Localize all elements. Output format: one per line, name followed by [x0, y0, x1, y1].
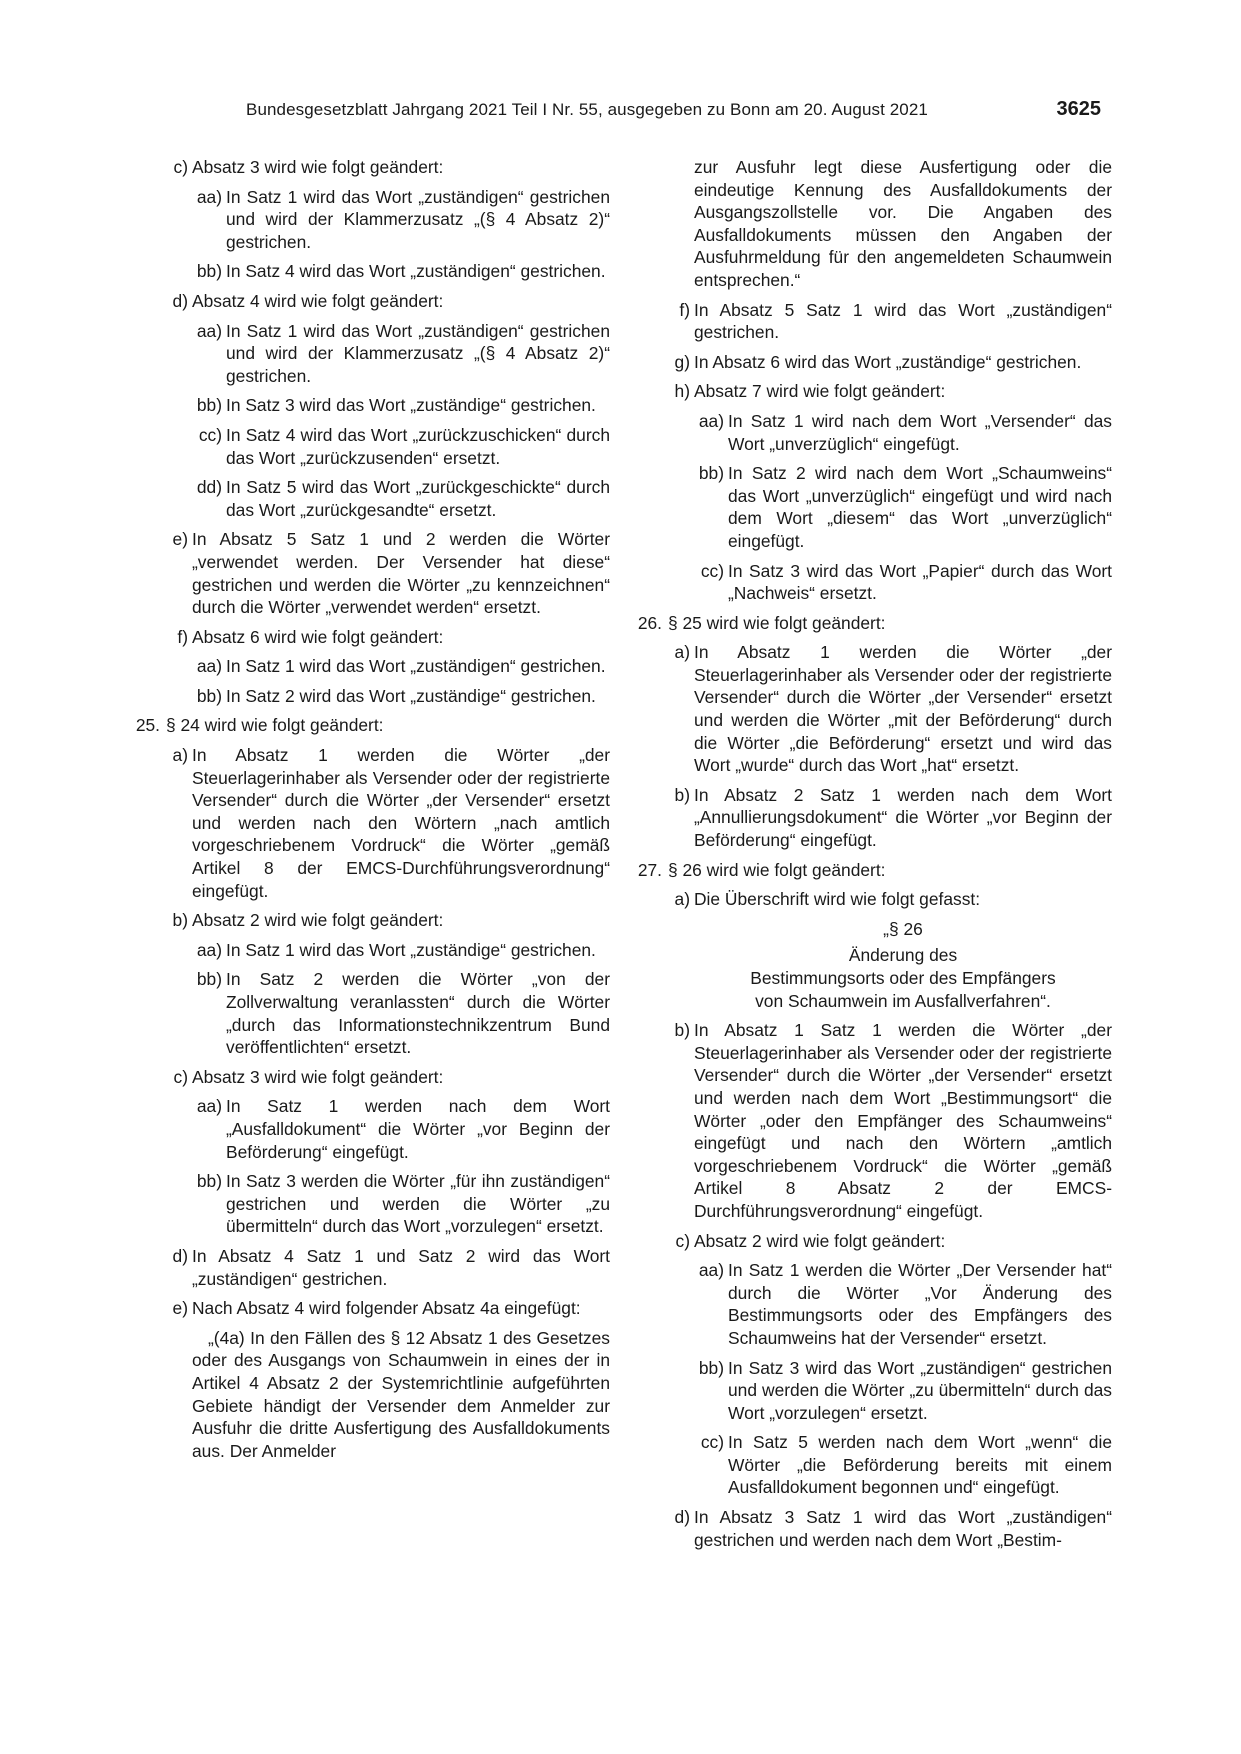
lettered-subitem [632, 784, 1112, 852]
item-text: Nach Absatz 4 wird folgender Absatz 4a eingefügt: [192, 1298, 581, 1319]
lettered-subitem [130, 290, 610, 313]
item-text: § 24 wird wie folgt geändert: [166, 715, 384, 736]
item-label: bb) [698, 1357, 724, 1378]
continued-paragraph: zur Ausfuhr legt diese Ausfertigung oder die eindeutige Kennung des Ausfalldokuments der Ausgangszollstelle vor. Die Angaben des Ausfalldokuments müssen den Angaben der Ausfuhrmeldung für den angemeldeten Schaumwein entsprechen.“ [694, 157, 1112, 290]
item-text: In Satz 5 wird das Wort „zurückgeschickte“ durch das Wort „zurückgesandte“ ersetzt. [226, 477, 610, 520]
lettered-subitem [130, 1297, 610, 1320]
item-label: c) [173, 1066, 188, 1087]
item-label: 27. [637, 859, 662, 880]
item-label: d) [674, 1507, 690, 1528]
item-label: b) [674, 784, 690, 805]
item-label: d) [172, 290, 188, 311]
item-label: b) [674, 1020, 690, 1041]
lettered-subitem [130, 1245, 610, 1290]
item-label: aa) [698, 1260, 724, 1281]
item-text: In Satz 2 wird das Wort „zuständige“ gestrichen. [226, 685, 596, 706]
item-label: a) [172, 745, 188, 766]
sub-subitem [632, 1431, 1112, 1499]
numbered-item [632, 859, 1112, 882]
item-text: Absatz 3 wird wie folgt geändert: [192, 157, 444, 177]
item-text: Absatz 2 wird wie folgt geändert: [694, 1230, 946, 1251]
item-label: 26. [637, 612, 662, 633]
sub-subitem [632, 1259, 1112, 1349]
lettered-subitem [632, 351, 1112, 374]
item-label: e) [172, 529, 188, 550]
item-label: bb) [196, 685, 222, 706]
page-number: 3625 [1056, 98, 1101, 120]
item-label: dd) [196, 477, 222, 498]
section-heading-line: von Schaumwein im Ausfallverfahren“. [755, 990, 1051, 1011]
quoted-paragraph: „(4a) In den Fällen des § 12 Absatz 1 des Gesetzes oder des Ausgangs von Schaumwein in eines der in Artikel 4 Absatz 2 der Systemrichtlinie aufgeführten Gebiete händigt der Versender dem Anmelder zur Ausfuhr die dritte Ausfertigung des Ausfalldokuments aus. Der Anmelder [192, 1327, 610, 1461]
item-label: c) [173, 157, 188, 177]
item-label: aa) [196, 1096, 222, 1117]
lettered-subitem [632, 1019, 1112, 1222]
sub-subitem [130, 260, 610, 283]
item-text: Absatz 7 wird wie folgt geändert: [694, 381, 946, 402]
item-text: In Absatz 3 Satz 1 wird das Wort „zuständigen“ gestrichen und werden nach dem Wort „Bestim- [694, 1507, 1112, 1550]
item-label: aa) [196, 656, 222, 677]
item-text: In Absatz 1 Satz 1 werden die Wörter „der Steuerlagerinhaber als Versender oder der registrierte Versender“ durch die Wörter „der Versender“ ersetzt und werden nach dem Wort „Bestimmungsort“ die Wörter „oder den Empfänger des Schaumweins“ eingefügt und nach den Wörtern „amtlich vorgeschriebenem Vordruck“ die Wörter „gemäß Artikel 8 Absatz 2 der EMCS-Durchführungsverordnung“ eingefügt. [694, 1020, 1112, 1221]
sub-subitem [130, 1170, 610, 1238]
item-text: Absatz 4 wird wie folgt geändert: [192, 290, 444, 311]
lettered-subitem [632, 641, 1112, 777]
item-text: In Absatz 1 werden die Wörter „der Steuerlagerinhaber als Versender oder der registrierte Versender“ durch die Wörter „der Versender“ ersetzt und werden nach den Wörtern „nach amtlich vorgeschriebenem Vordruck“ die Wörter „gemäß Artikel 8 der EMCS-Durchführungsverordnung“ eingefügt. [192, 745, 610, 901]
lettered-subitem [130, 156, 610, 179]
item-label: aa) [196, 939, 222, 960]
numbered-item [632, 612, 1112, 635]
sub-subitem [130, 424, 610, 469]
item-text: In Absatz 5 Satz 1 wird das Wort „zuständigen“ gestrichen. [694, 299, 1112, 343]
item-text: In Satz 1 wird das Wort „zuständigen“ gestrichen und wird der Klammerzusatz „(§ 4 Absatz 2)“ gestrichen. [226, 186, 610, 252]
item-label: f) [177, 626, 188, 647]
item-text: § 26 wird wie folgt geändert: [668, 859, 886, 880]
numbered-item [130, 714, 610, 737]
item-label: h) [674, 381, 690, 402]
item-label: cc) [700, 560, 724, 581]
left-column [130, 156, 610, 1469]
sub-subitem [130, 685, 610, 708]
item-text: In Satz 2 werden die Wörter „von der Zollverwaltung veranlassten“ durch die Wörter „durch das Informationstechnikzentrum Bund veröffentlichten“ ersetzt. [226, 969, 610, 1058]
lettered-subitem [632, 299, 1112, 344]
sub-subitem [130, 320, 610, 388]
sub-subitem [632, 462, 1112, 552]
item-label: bb) [196, 395, 222, 416]
item-label: 25. [135, 715, 160, 736]
item-label: d) [172, 1245, 188, 1266]
item-text: In Satz 2 wird nach dem Wort „Schaumweins“ das Wort „unverzüglich“ eingefügt und wird nach dem Wort „diesem“ das Wort „unverzüglich“ eingefügt. [728, 463, 1112, 551]
item-label: b) [172, 910, 188, 931]
item-text: In Satz 4 wird das Wort „zuständigen“ gestrichen. [226, 261, 606, 282]
lettered-subitem [130, 744, 610, 902]
item-label: aa) [196, 320, 222, 341]
sub-subitem [130, 1095, 610, 1163]
item-text: In Absatz 5 Satz 1 und 2 werden die Wörter „verwendet werden. Der Versender hat diese“ gestrichen und werden die Wörter „zu kennzeichnen“ durch die Wörter „verwendet werden“ ersetzt. [192, 529, 610, 618]
item-label: bb) [196, 1171, 222, 1192]
item-text: In Satz 3 wird das Wort „Papier“ durch das Wort „Nachweis“ ersetzt. [728, 560, 1112, 604]
lettered-subitem [632, 1230, 1112, 1253]
item-text: In Satz 3 wird das Wort „zuständige“ gestrichen. [226, 395, 596, 416]
page-header [246, 100, 1101, 130]
item-label: a) [674, 889, 690, 910]
lettered-subitem [130, 1066, 610, 1089]
item-label: f) [679, 299, 690, 320]
item-label: cc) [700, 1432, 724, 1453]
sub-subitem [130, 186, 610, 254]
sub-subitem [632, 410, 1112, 455]
sub-subitem [130, 939, 610, 962]
item-label: bb) [196, 261, 222, 282]
item-label: e) [172, 1298, 188, 1319]
right-column [632, 156, 1112, 1558]
item-text: In Absatz 2 Satz 1 werden nach dem Wort „Annullierungsdokument“ die Wörter „vor Beginn der Beförderung“ eingefügt. [694, 784, 1112, 851]
gazette-title: Bundesgesetzblatt Jahrgang 2021 Teil I Nr. 55, ausgegeben zu Bonn am 20. August 2021 [246, 100, 928, 119]
item-label: aa) [698, 410, 724, 431]
sub-subitem [130, 655, 610, 678]
item-label: bb) [196, 969, 222, 990]
item-text: Die Überschrift wird wie folgt gefasst: [694, 889, 981, 910]
item-text: In Absatz 6 wird das Wort „zuständige“ gestrichen. [694, 351, 1082, 372]
item-text: In Satz 1 wird das Wort „zuständigen“ gestrichen. [226, 656, 606, 677]
item-text: In Absatz 1 werden die Wörter „der Steuerlagerinhaber als Versender oder der registrierte Versender“ durch die Wörter „der Versender“ ersetzt und werden die Wörter „mit der Beförderung“ durch die Wörter „die Beförderung“ ersetzt und wird das Wort „wurde“ durch das Wort „hat“ ersetzt. [694, 642, 1112, 776]
section-heading-line: „§ 26 [883, 918, 923, 939]
section-heading-line: Änderung des [848, 945, 958, 966]
lettered-subitem [130, 909, 610, 932]
lettered-subitem [632, 1506, 1112, 1551]
item-label: aa) [196, 186, 222, 207]
item-label: cc) [198, 424, 222, 445]
item-text: In Satz 5 werden nach dem Wort „wenn“ die Wörter „die Beförderung bereits mit einem Ausfalldokument begonnen und“ eingefügt. [728, 1432, 1112, 1498]
item-text: Absatz 2 wird wie folgt geändert: [192, 910, 444, 931]
item-text: Absatz 3 wird wie folgt geändert: [192, 1066, 444, 1087]
item-text: In Satz 1 werden die Wörter „Der Versender hat“ durch die Wörter „Vor Änderung des Bestimmungsorts oder des Empfängers des Schaumweins hat der Versender“ ersetzt. [728, 1260, 1112, 1348]
item-text: In Satz 1 werden nach dem Wort „Ausfalldokument“ die Wörter „vor Beginn der Beförderung“ eingefügt. [226, 1096, 610, 1162]
item-text: In Satz 4 wird das Wort „zurückzuschicken“ durch das Wort „zurückzusenden“ ersetzt. [226, 424, 610, 468]
sub-subitem [130, 968, 610, 1058]
item-text: In Satz 3 werden die Wörter „für ihn zuständigen“ gestrichen und werden die Wörter „zu übermitteln“ durch das Wort „vorzulegen“ ersetzt. [226, 1171, 610, 1237]
item-label: g) [674, 351, 690, 372]
item-label: a) [674, 642, 690, 663]
item-text: Absatz 6 wird wie folgt geändert: [192, 626, 444, 647]
lettered-subitem [130, 528, 610, 618]
item-text: In Satz 1 wird das Wort „zuständige“ gestrichen. [226, 939, 596, 960]
sub-subitem [130, 476, 610, 521]
item-label: bb) [698, 463, 724, 484]
item-text: § 25 wird wie folgt geändert: [668, 612, 886, 633]
lettered-subitem [632, 888, 1112, 911]
item-label: c) [675, 1230, 690, 1251]
item-text: In Absatz 4 Satz 1 und Satz 2 wird das Wort „zuständigen“ gestrichen. [192, 1245, 610, 1289]
lettered-subitem [130, 626, 610, 649]
sub-subitem [632, 1357, 1112, 1425]
lettered-subitem [632, 380, 1112, 403]
item-text: In Satz 1 wird nach dem Wort „Versender“ das Wort „unverzüglich“ eingefügt. [728, 410, 1112, 454]
sub-subitem [632, 560, 1112, 605]
sub-subitem [130, 394, 610, 417]
section-heading-line: Bestimmungsorts oder des Empfängers [750, 968, 1056, 988]
item-text: In Satz 1 wird das Wort „zuständigen“ gestrichen und wird der Klammerzusatz „(§ 4 Absatz 2)“ gestrichen. [226, 320, 610, 386]
item-text: In Satz 3 wird das Wort „zuständigen“ gestrichen und werden die Wörter „zu übermitteln“ durch das Wort „vorzulegen“ ersetzt. [728, 1357, 1112, 1423]
